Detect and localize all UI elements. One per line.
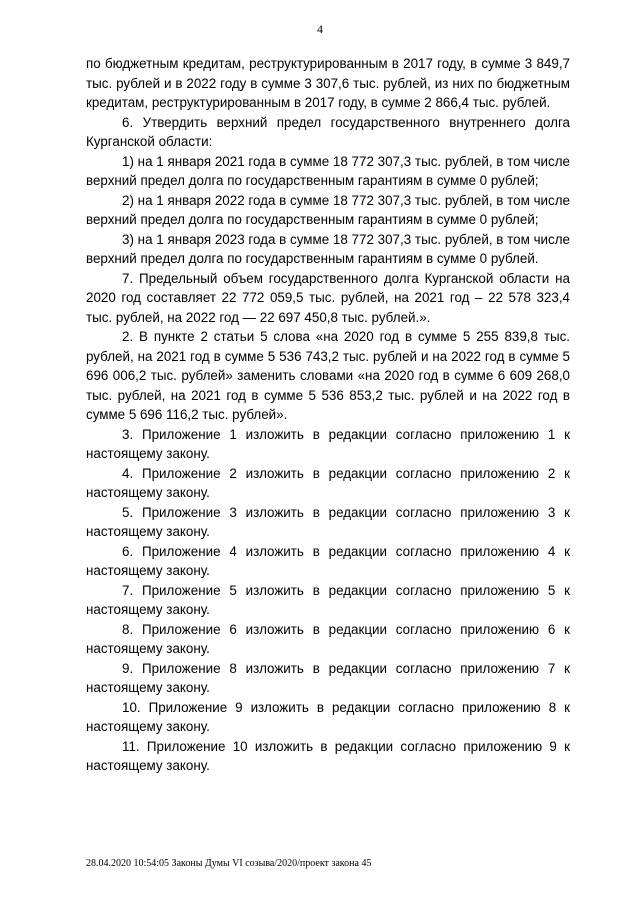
paragraph-10-appendix: 10. Приложение 9 изложить в редакции согласно приложению 8 к настоящему закону. <box>86 699 570 734</box>
document-body <box>86 54 570 776</box>
paragraph-6-2: 2) на 1 января 2022 года в сумме 18 772 307,3 тыс. рублей, в том числе верхний предел долга по государственным гарантиям в сумме 0 рублей; <box>86 192 570 227</box>
paragraph-6-1: 1) на 1 января 2021 года в сумме 18 772 307,3 тыс. рублей, в том числе верхний предел долга по государственным гарантиям в сумме 0 рублей; <box>86 153 570 188</box>
paragraph-9-appendix: 9. Приложение 8 изложить в редакции согласно приложению 7 к настоящему закону. <box>86 660 570 695</box>
paragraph-11-appendix: 11. Приложение 10 изложить в редакции согласно приложению 9 к настоящему закону. <box>86 738 570 773</box>
paragraph-4-appendix: 4. Приложение 2 изложить в редакции согласно приложению 2 к настоящему закону. <box>86 465 570 500</box>
page-number: 4 <box>317 22 323 36</box>
paragraph-5-appendix: 5. Приложение 3 изложить в редакции согласно приложению 3 к настоящему закону. <box>86 504 570 539</box>
paragraph-7-debt-volume: 7. Предельный объем государственного долга Курганской области на 2020 год составляет 22 772 059,5 тыс. рублей, на 2021 год – 22 578 323,4 тыс. рублей, на 2022 год — 22 697 450,8 тыс. рублей.». <box>86 270 570 325</box>
paragraph-2-article-5: 2. В пункте 2 статьи 5 слова «на 2020 год в сумме 5 255 839,8 тыс. рублей, на 2021 год в сумме 5 536 743,2 тыс. рублей и на 2022 год в сумме 5 696 006,2 тыс. рублей» заменить словами «на 2020 год в сумме 6 609 268,0 тыс. рублей, на 2021 год в сумме 5 536 853,2 тыс. рублей и на 2022 год в сумме 5 696 116,2 тыс. рублей». <box>86 329 570 422</box>
paragraph-6-3: 3) на 1 января 2023 года в сумме 18 772 307,3 тыс. рублей, в том числе верхний предел долга по государственным гарантиям в сумме 0 рублей. <box>86 231 570 266</box>
paragraph-6-appendix: 6. Приложение 4 изложить в редакции согласно приложению 4 к настоящему закону. <box>86 543 570 578</box>
paragraph-6-debt-limit: 6. Утвердить верхний предел государственного внутреннего долга Курганской области: <box>86 114 570 149</box>
paragraph-3-appendix: 3. Приложение 1 изложить в редакции согласно приложению 1 к настоящему закону. <box>86 426 570 461</box>
paragraph-7-appendix: 7. Приложение 5 изложить в редакции согласно приложению 5 к настоящему закону. <box>86 582 570 617</box>
paragraph-8-appendix: 8. Приложение 6 изложить в редакции согласно приложению 6 к настоящему закону. <box>86 621 570 656</box>
paragraph-continuation: по бюджетным кредитам, реструктурированным в 2017 году, в сумме 3 849,7 тыс. рублей и в 2022 году в сумме 3 307,6 тыс. рублей, из них по бюджетным кредитам, реструктурированным в 2017 году, в сумме 2 866,4 тыс. рублей. <box>86 56 570 110</box>
document-footer: 28.04.2020 10:54:05 Законы Думы VI созыва/2020/проект закона 45 <box>86 858 372 869</box>
